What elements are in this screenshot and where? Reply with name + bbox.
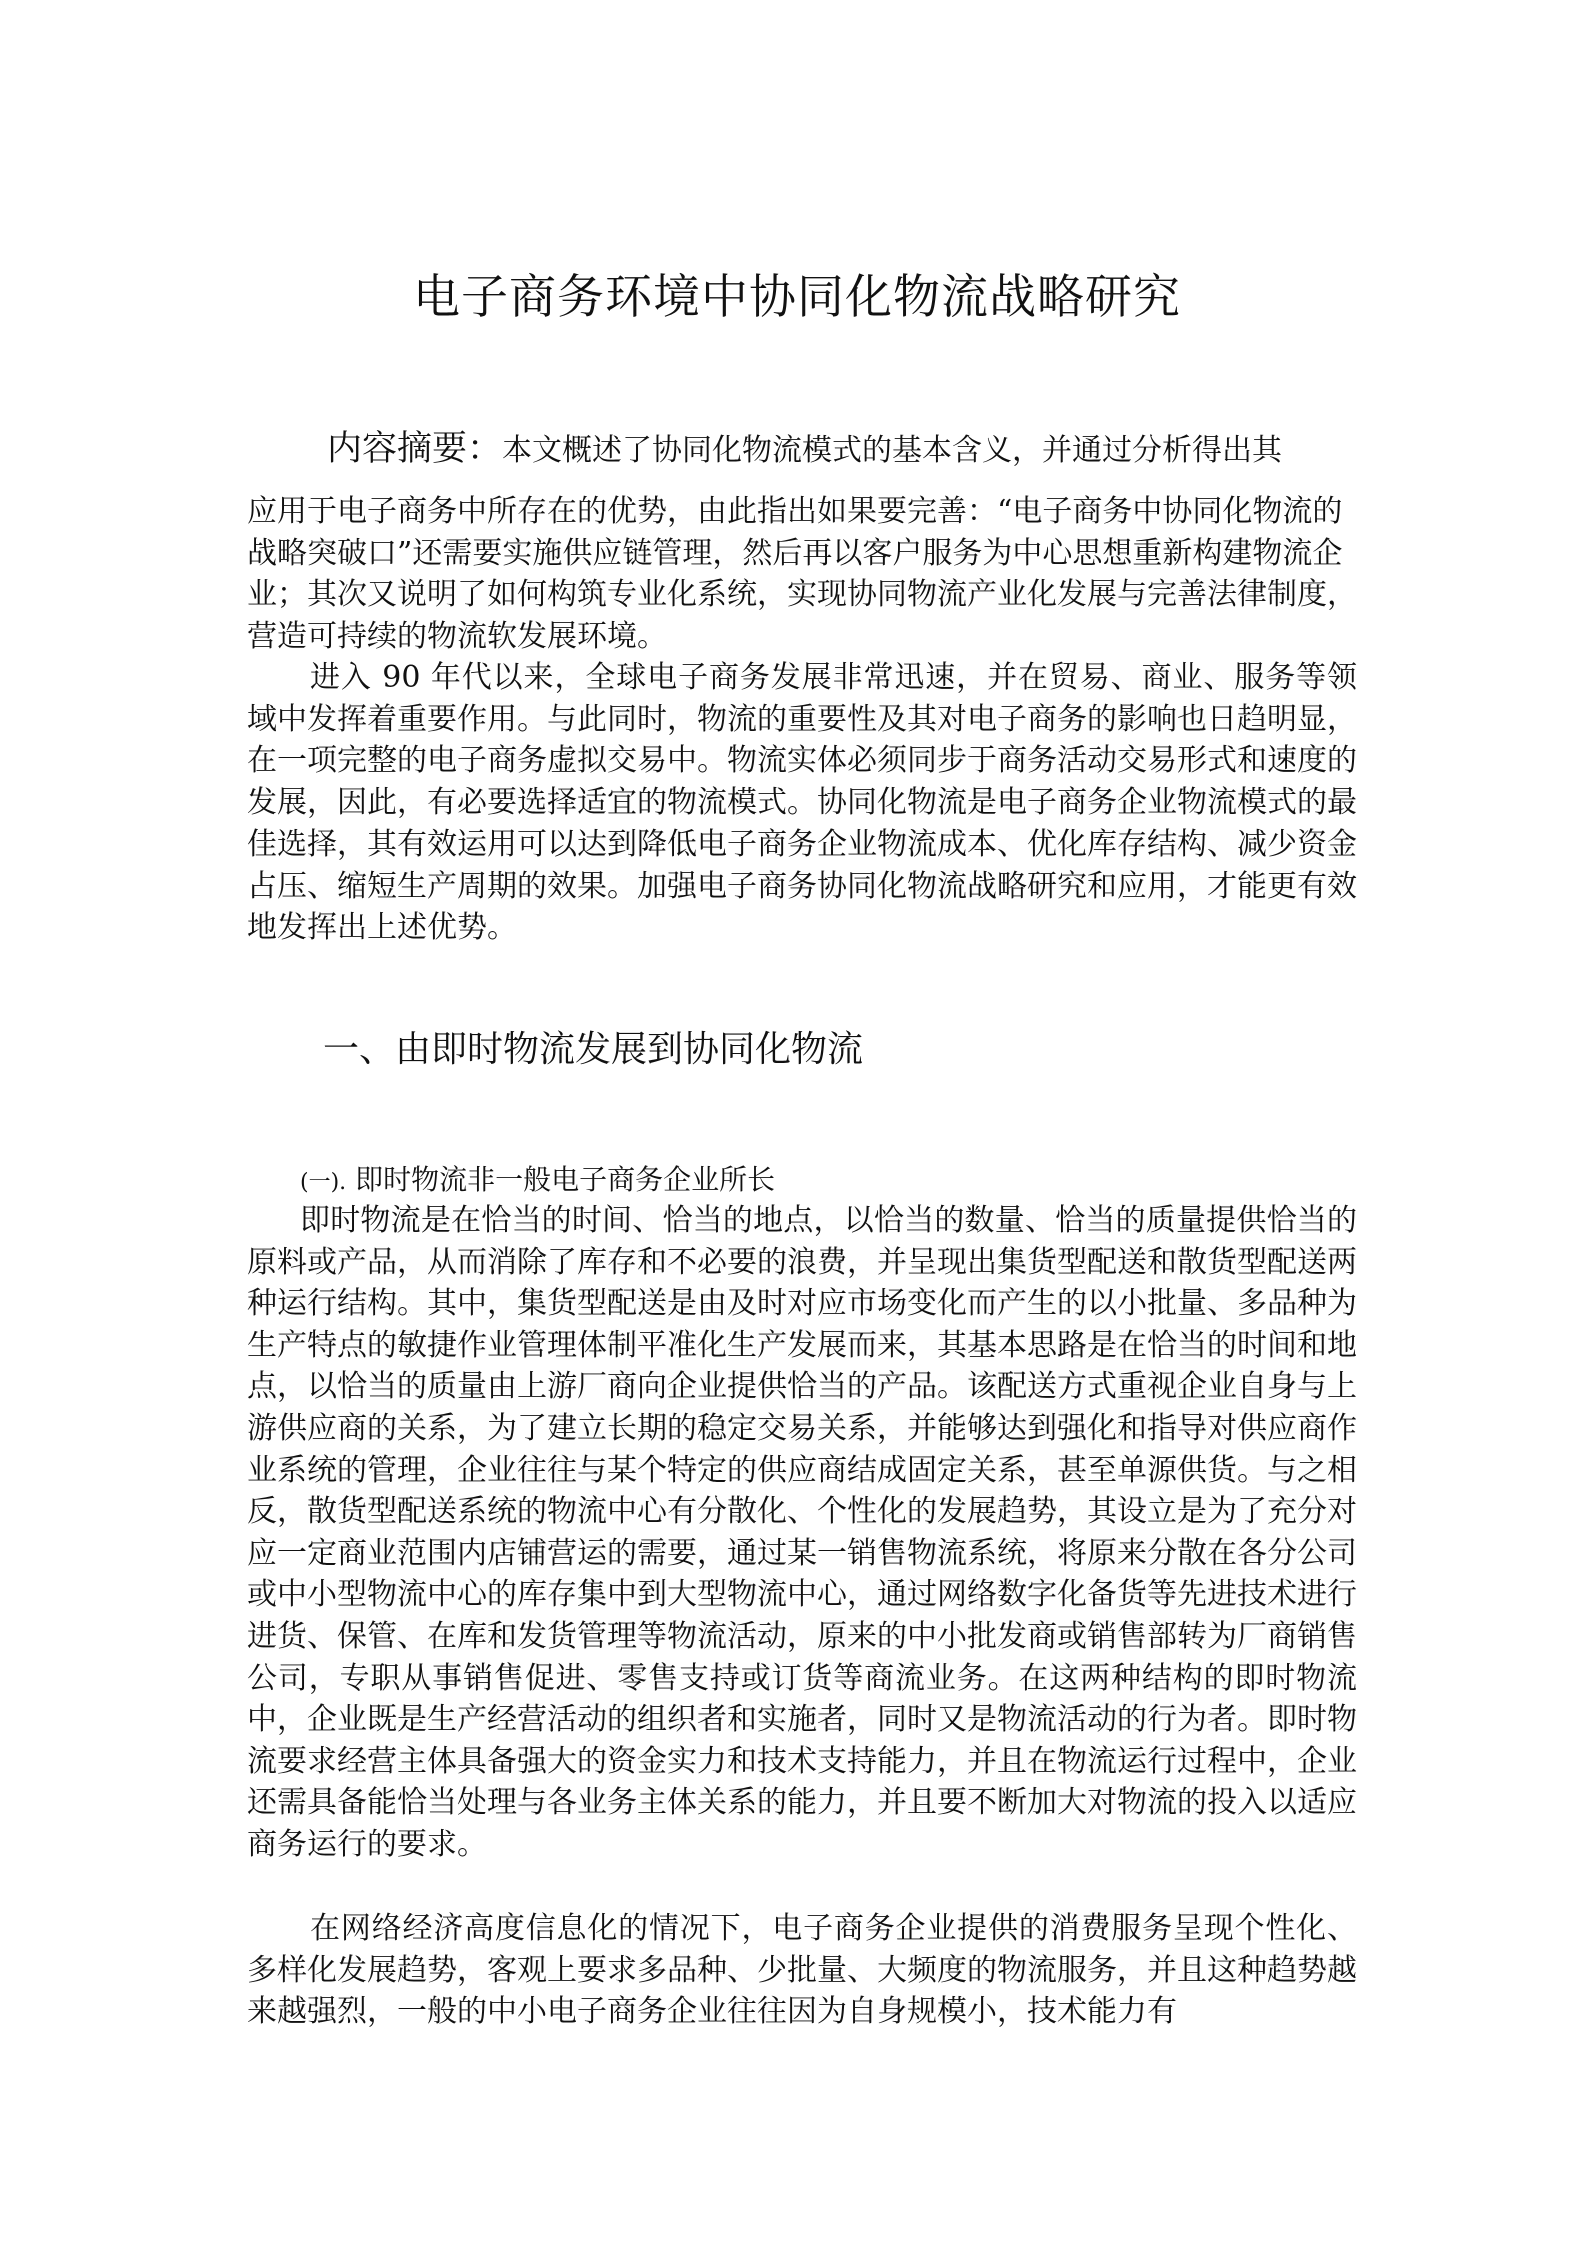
abstract-heading: 内容摘要：: [327, 429, 503, 469]
subsection-title: 即时物流非一般电子商务企业所长: [355, 1163, 776, 1196]
abstract-first-line-text: 本文概述了协同化物流模式的基本含义，并通过分析得出其: [502, 433, 1283, 468]
abstract-first-line: [327, 427, 1357, 473]
subsection-heading: [300, 1160, 775, 1203]
abstract-body: 应用于电子商务中所存在的优势，由此指出如果要完善：“电子商务中协同化物流的战略突破口”还需要实施供应链管理，然后再以客户服务为中心思想重新构建物流企业；其次又说明了如何构筑专业化系统，实现协同物流产业化发展与完善法律制度，营造可持续的物流软发展环境。: [247, 494, 1357, 654]
subsection-number: (一).: [300, 1170, 347, 1195]
intro-paragraph: 进入 90 年代以来，全球电子商务发展非常迅速，并在贸易、商业、服务等领域中发挥着重要作用。与此同时，物流的重要性及其对电子商务的影响也日趋明显，在一项完整的电子商务虚拟交易中。物流实体必须同步于商务活动交易形式和速度的发展，因此，有必要选择适宜的物流模式。协同化物流是电子商务企业物流模式的最佳选择，其有效运用可以达到降低电子商务企业物流成本、优化库存结构、减少资金占压、缩短生产周期的效果。加强电子商务协同化物流战略研究和应用，才能更有效地发挥出上述优势。: [247, 660, 1357, 946]
document-title: 电子商务环境中协同化物流战略研究: [413, 270, 1181, 325]
section-heading: 一、由即时物流发展到协同化物流: [323, 1029, 864, 1070]
body-paragraph: 即时物流是在恰当的时间、恰当的地点，以恰当的数量、恰当的质量提供恰当的原料或产品，从而消除了库存和不必要的浪费，并呈现出集货型配送和散货型配送两种运行结构。其中，集货型配送是由及时对应市场变化而产生的以小批量、多品种为生产特点的敏捷作业管理体制平准化生产发展而来，其基本思路是在恰当的时间和地点，以恰当的质量由上游厂商向企业提供恰当的产品。该配送方式重视企业自身与上游供应商的关系，为了建立长期的稳定交易关系，并能够达到强化和指导对供应商作业系统的管理，企业往往与某个特定的供应商结成固定关系，甚至单源供货。与之相反，散货型配送系统的物流中心有分散化、个性化的发展趋势，其设立是为了充分对应一定商业范围内店铺营运的需要，通过某一销售物流系统，将原来分散在各分公司或中小型物流中心的库存集中到大型物流中心，通过网络数字化备货等先进技术进行进货、保管、在库和发货管理等物流活动，原来的中小批发商或销售部转为厂商销售公司，专职从事销售促进、零售支持或订货等商流业务。在这两种结构的即时物流中，企业既是生产经营活动的组织者和实施者，同时又是物流活动的行为者。即时物流要求经营主体具备强大的资金实力和技术支持能力，并且在物流运行过程中，企业还需具备能恰当处理与各业务主体关系的能力，并且要不断加大对物流的投入以适应商务运行的要求。: [247, 1203, 1357, 1862]
body-paragraph: 在网络经济高度信息化的情况下，电子商务企业提供的消费服务呈现个性化、多样化发展趋势，客观上要求多品种、少批量、大频度的物流服务，并且这种趋势越来越强烈，一般的中小电子商务企业往往因为自身规模小，技术能力有: [247, 1911, 1357, 2029]
